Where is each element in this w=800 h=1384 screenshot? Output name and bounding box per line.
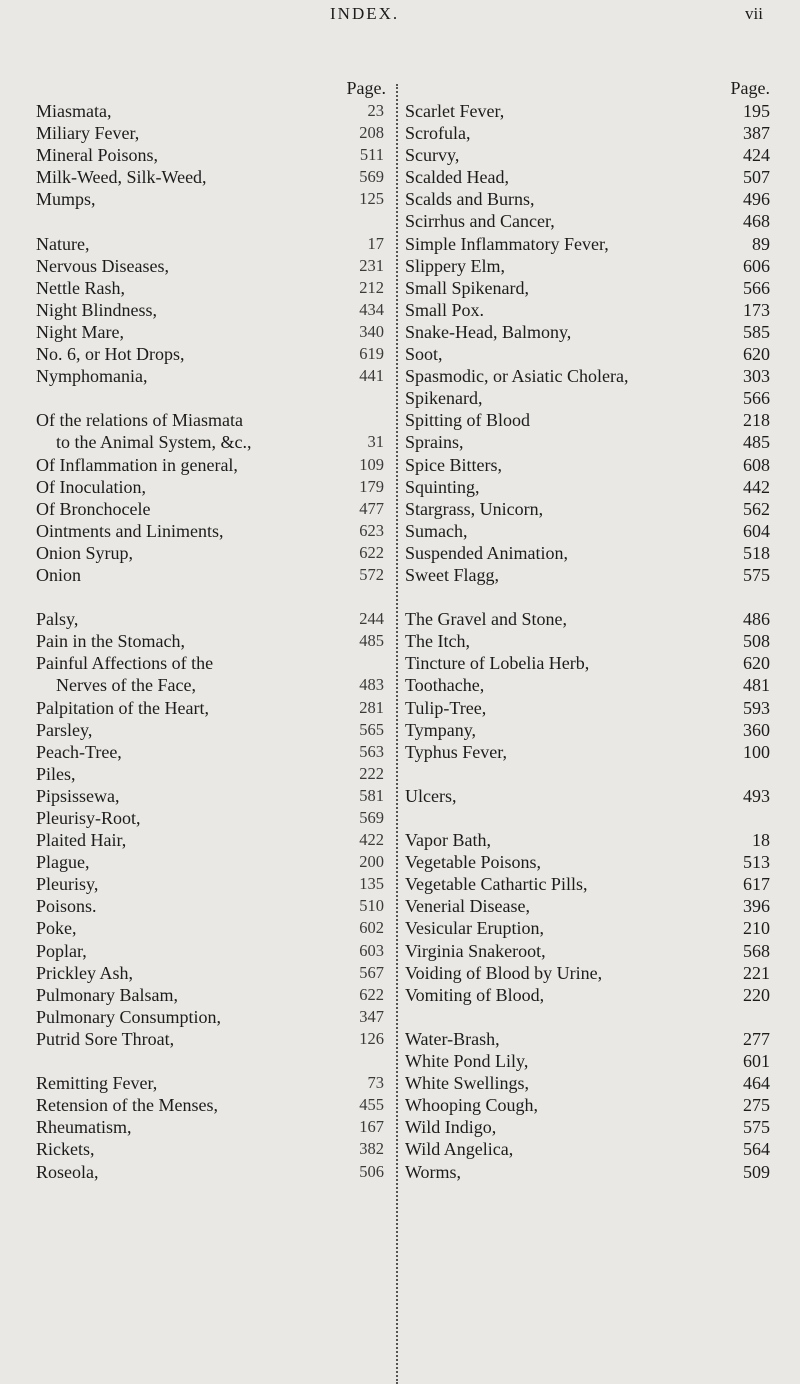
index-entry [36, 343, 396, 365]
entry-title: Sumach, [405, 520, 468, 541]
entry-page: 468 [743, 211, 770, 232]
entry-page: 485 [359, 631, 384, 651]
index-entry [405, 1094, 770, 1116]
entry-page: 507 [743, 167, 770, 188]
index-entry [405, 608, 770, 630]
index-entry [36, 365, 396, 387]
index-entry [36, 940, 396, 962]
entry-page: 18 [752, 830, 770, 851]
entry-title: Tincture of Lobelia Herb, [405, 653, 590, 674]
page-header [0, 4, 800, 26]
entry-title: Onion [36, 564, 81, 585]
index-entry [36, 409, 396, 431]
entry-title: No. 6, or Hot Drops, [36, 344, 185, 365]
index-entry [36, 608, 396, 630]
entry-title: Spitting of Blood [405, 410, 531, 431]
index-entry [405, 454, 770, 476]
entry-title: Pain in the Stomach, [36, 631, 185, 652]
index-entry [36, 1006, 396, 1028]
entry-title: Rheumatism, [36, 1117, 132, 1138]
entry-title: Voiding of Blood by Urine, [405, 962, 603, 983]
entry-title: Spasmodic, or Asiatic Cholera, [405, 366, 629, 387]
index-entry [405, 807, 770, 829]
left-page-label: Page. [346, 78, 386, 98]
index-entry [36, 233, 396, 255]
index-entry [36, 188, 396, 210]
index-entry [405, 674, 770, 696]
entry-page: 496 [743, 189, 770, 210]
entry-page: 481 [743, 675, 770, 696]
entry-page: 441 [359, 366, 384, 386]
index-entry [405, 255, 770, 277]
entry-title: Spice Bitters, [405, 454, 502, 475]
index-entry [405, 741, 770, 763]
entry-page: 569 [359, 808, 384, 827]
index-entry [36, 763, 396, 785]
entry-title: Poisons. [36, 896, 97, 917]
entry-title: Prickley Ash, [36, 962, 133, 983]
index-entry [36, 719, 396, 741]
index-entry [405, 520, 770, 542]
entry-title: Scalded Head, [405, 167, 509, 188]
index-entry [405, 365, 770, 387]
entry-page: 424 [743, 145, 770, 166]
entry-title: Piles, [36, 763, 76, 784]
index-entry [36, 166, 396, 188]
entry-title: Palpitation of the Heart, [36, 697, 209, 718]
entry-page: 340 [359, 321, 384, 341]
entry-page: 73 [367, 1073, 384, 1093]
entry-page: 581 [359, 785, 384, 805]
index-entry [36, 564, 396, 586]
index-entry [405, 652, 770, 674]
entry-page: 620 [743, 344, 770, 365]
right-entry-list [405, 100, 770, 1183]
entry-page: 604 [743, 520, 770, 541]
entry-page: 567 [359, 962, 384, 982]
entry-title: Plaited Hair, [36, 830, 127, 851]
index-entry [36, 674, 396, 696]
entry-page: 382 [359, 1139, 384, 1159]
index-entry [405, 873, 770, 895]
entry-title: Wild Angelica, [405, 1139, 514, 1160]
entry-page: 244 [359, 609, 384, 629]
entry-page: 585 [743, 321, 770, 342]
index-entry [36, 895, 396, 917]
entry-title: Ointments and Liniments, [36, 520, 224, 541]
entry-title: Squinting, [405, 476, 480, 497]
entry-page: 387 [743, 123, 770, 144]
index-entry [36, 476, 396, 498]
entry-page: 622 [359, 542, 384, 562]
index-entry [405, 277, 770, 299]
index-entry [405, 586, 770, 608]
entry-title: Scarlet Fever, [405, 101, 505, 121]
index-entry [36, 630, 396, 652]
entry-title: Vegetable Poisons, [405, 852, 541, 873]
entry-title: Toothache, [405, 675, 485, 696]
entry-page: 619 [359, 344, 384, 364]
entry-title: Peach-Tree, [36, 741, 122, 762]
entry-title: Virginia Snakeroot, [405, 940, 546, 961]
entry-page: 464 [743, 1073, 770, 1094]
entry-title: Pulmonary Balsam, [36, 984, 178, 1005]
entry-title: Slippery Elm, [405, 255, 505, 276]
index-entry [405, 719, 770, 741]
entry-title: Poplar, [36, 940, 87, 961]
entry-page: 477 [359, 498, 384, 518]
entry-title: Simple Inflammatory Fever, [405, 233, 609, 254]
entry-page: 572 [359, 564, 384, 584]
index-entry [36, 542, 396, 564]
entry-page: 513 [743, 852, 770, 873]
index-entry [36, 652, 396, 674]
entry-page: 565 [359, 719, 384, 739]
entry-title: Nature, [36, 233, 90, 254]
entry-page: 511 [359, 145, 384, 165]
index-entry [405, 166, 770, 188]
entry-title: Scrofula, [405, 123, 471, 144]
index-entry [36, 100, 396, 122]
entry-page: 360 [743, 719, 770, 740]
index-entry [405, 210, 770, 232]
index-entry [405, 630, 770, 652]
index-entry [36, 1116, 396, 1138]
entry-page: 179 [359, 476, 384, 496]
index-entry [405, 431, 770, 453]
entry-page: 195 [743, 101, 770, 121]
entry-page: 509 [743, 1161, 770, 1182]
entry-page: 303 [743, 366, 770, 387]
entry-title: Sweet Flagg, [405, 564, 499, 585]
entry-page: 89 [752, 233, 770, 254]
index-entry [405, 851, 770, 873]
index-entry [405, 564, 770, 586]
entry-title: Miliary Fever, [36, 123, 140, 144]
entry-title: Water-Brash, [405, 1028, 500, 1049]
entry-page: 564 [743, 1139, 770, 1160]
entry-title: Night Mare, [36, 321, 124, 342]
index-entry [36, 917, 396, 939]
page-title: INDEX. [330, 4, 400, 23]
index-entry [36, 873, 396, 895]
left-column [36, 80, 396, 1183]
index-entry [405, 1138, 770, 1160]
entry-title: Roseola, [36, 1161, 99, 1182]
index-entry [36, 122, 396, 144]
index-entry [36, 299, 396, 321]
entry-title: Miasmata, [36, 101, 112, 121]
index-entry [405, 299, 770, 321]
entry-title: The Itch, [405, 631, 470, 652]
entry-page: 231 [359, 255, 384, 275]
index-entry [405, 1050, 770, 1072]
entry-page: 347 [359, 1006, 384, 1026]
entry-title: Snake-Head, Balmony, [405, 321, 572, 342]
index-entry [36, 520, 396, 542]
entry-title: Pipsissewa, [36, 785, 120, 806]
entry-page: 575 [743, 1117, 770, 1138]
index-entry [405, 122, 770, 144]
index-entry [36, 454, 396, 476]
index-entry [36, 1138, 396, 1160]
index-entry [36, 1028, 396, 1050]
entry-title: Nervous Diseases, [36, 255, 169, 276]
entry-page: 510 [359, 896, 384, 916]
entry-title: Pleurisy-Root, [36, 808, 141, 828]
entry-title: Sprains, [405, 432, 464, 453]
right-column [405, 80, 770, 1183]
entry-page: 569 [359, 167, 384, 187]
entry-title: to the Animal System, &c., [56, 432, 252, 453]
entry-title: Pulmonary Consumption, [36, 1006, 222, 1027]
entry-title: White Pond Lily, [405, 1051, 529, 1072]
entry-title: Pleurisy, [36, 874, 99, 895]
entry-page: 593 [743, 697, 770, 718]
index-entry [405, 917, 770, 939]
index-entry [36, 144, 396, 166]
entry-page: 126 [359, 1028, 384, 1048]
entry-title: Whooping Cough, [405, 1095, 538, 1116]
left-entry-list [36, 100, 396, 1183]
entry-title: Of Bronchocele [36, 498, 151, 519]
index-entry [36, 851, 396, 873]
entry-page: 566 [743, 388, 770, 409]
entry-page: 173 [743, 299, 770, 320]
entry-page: 208 [359, 123, 384, 143]
entry-page: 617 [743, 874, 770, 895]
entry-page: 483 [359, 675, 384, 695]
entry-page: 218 [743, 410, 770, 431]
entry-title: Of Inflammation in general, [36, 454, 238, 475]
index-entry [36, 741, 396, 763]
entry-page: 222 [359, 763, 384, 783]
entry-page: 17 [367, 233, 384, 253]
entry-page: 566 [743, 277, 770, 298]
entry-title: Mumps, [36, 189, 96, 210]
entry-title: Rickets, [36, 1139, 95, 1160]
entry-page: 506 [359, 1161, 384, 1181]
entry-title: Remitting Fever, [36, 1073, 158, 1094]
entry-title: Poke, [36, 918, 77, 939]
entry-title: Scalds and Burns, [405, 189, 535, 210]
entry-page: 620 [743, 653, 770, 674]
entry-title: Scurvy, [405, 145, 460, 166]
index-entry [36, 431, 396, 453]
entry-page: 575 [743, 564, 770, 585]
index-entry [36, 785, 396, 807]
index-entry [36, 586, 396, 608]
entry-page: 422 [359, 830, 384, 850]
index-entry [405, 387, 770, 409]
entry-page: 602 [359, 918, 384, 938]
index-entry [405, 498, 770, 520]
entry-title: Small Pox. [405, 299, 485, 320]
index-entry [36, 1072, 396, 1094]
entry-page: 493 [743, 785, 770, 806]
index-entry [405, 1072, 770, 1094]
index-entry [36, 807, 396, 829]
index-entry [405, 188, 770, 210]
index-entry [36, 255, 396, 277]
entry-title: Spikenard, [405, 388, 483, 409]
entry-page: 563 [359, 741, 384, 761]
index-entry [36, 1050, 396, 1072]
entry-title: Worms, [405, 1161, 462, 1182]
entry-page: 568 [743, 940, 770, 961]
entry-page: 562 [743, 498, 770, 519]
index-entry [405, 829, 770, 851]
entry-page: 608 [743, 454, 770, 475]
entry-page: 486 [743, 609, 770, 630]
entry-title: Vapor Bath, [405, 830, 491, 851]
entry-page: 606 [743, 255, 770, 276]
index-entry [405, 1006, 770, 1028]
entry-page: 442 [743, 476, 770, 497]
entry-page: 277 [743, 1028, 770, 1049]
index-entry [405, 409, 770, 431]
right-page-label: Page. [730, 78, 770, 98]
entry-title: Venerial Disease, [405, 896, 530, 917]
entry-page: 135 [359, 874, 384, 894]
entry-title: Milk-Weed, Silk-Weed, [36, 167, 207, 188]
index-entry [36, 321, 396, 343]
entry-page: 518 [743, 542, 770, 563]
index-entry [405, 895, 770, 917]
entry-title: Tulip-Tree, [405, 697, 487, 718]
entry-title: Nettle Rash, [36, 277, 125, 298]
entry-title: Tympany, [405, 719, 477, 740]
column-divider [396, 84, 404, 1384]
entry-page: 31 [367, 432, 384, 452]
index-entry [36, 984, 396, 1006]
entry-page: 275 [743, 1095, 770, 1116]
entry-title: Stargrass, Unicorn, [405, 498, 544, 519]
entry-page: 601 [743, 1051, 770, 1072]
index-entry [36, 697, 396, 719]
entry-title: Ulcers, [405, 785, 457, 806]
entry-page: 200 [359, 852, 384, 872]
entry-page: 167 [359, 1117, 384, 1137]
entry-page: 622 [359, 984, 384, 1004]
index-entry [405, 476, 770, 498]
entry-title: Vesicular Eruption, [405, 918, 544, 939]
entry-title: Nerves of the Face, [56, 675, 196, 696]
index-entry [405, 233, 770, 255]
entry-title: Onion Syrup, [36, 542, 134, 563]
entry-page: 485 [743, 432, 770, 453]
entry-title: Nymphomania, [36, 366, 148, 387]
entry-title: Soot, [405, 344, 443, 365]
entry-page: 23 [367, 101, 384, 120]
entry-page: 434 [359, 299, 384, 319]
entry-page: 125 [359, 189, 384, 209]
index-entry [405, 940, 770, 962]
entry-title: The Gravel and Stone, [405, 609, 567, 630]
index-entry [36, 1161, 396, 1183]
index-entry [405, 100, 770, 122]
index-entry [405, 1116, 770, 1138]
entry-title: Night Blindness, [36, 299, 158, 320]
index-entry [405, 984, 770, 1006]
index-entry [36, 962, 396, 984]
entry-page: 623 [359, 520, 384, 540]
entry-title: Putrid Sore Throat, [36, 1028, 175, 1049]
entry-page: 281 [359, 697, 384, 717]
entry-page: 508 [743, 631, 770, 652]
entry-page: 455 [359, 1095, 384, 1115]
entry-page: 220 [743, 984, 770, 1005]
entry-title: Wild Indigo, [405, 1117, 497, 1138]
entry-title: Small Spikenard, [405, 277, 529, 298]
entry-title: Scirrhus and Cancer, [405, 211, 555, 232]
index-entry [405, 542, 770, 564]
entry-page: 100 [743, 741, 770, 762]
index-entry [36, 498, 396, 520]
index-entry [36, 210, 396, 232]
index-entry [36, 277, 396, 299]
entry-title: Vegetable Cathartic Pills, [405, 874, 588, 895]
page-number: vii [745, 4, 763, 23]
entry-title: Typhus Fever, [405, 741, 508, 762]
entry-page: 603 [359, 940, 384, 960]
entry-page: 396 [743, 896, 770, 917]
entry-title: Of the relations of Miasmata [36, 410, 243, 431]
entry-title: Suspended Animation, [405, 542, 568, 563]
entry-title: White Swellings, [405, 1073, 529, 1094]
entry-title: Of Inoculation, [36, 476, 146, 497]
index-entry [405, 321, 770, 343]
entry-title: Vomiting of Blood, [405, 984, 545, 1005]
index-entry [405, 343, 770, 365]
index-entry [36, 829, 396, 851]
entry-page: 212 [359, 277, 384, 297]
index-entry [405, 1161, 770, 1183]
entry-title: Plague, [36, 852, 90, 873]
entry-title: Mineral Poisons, [36, 145, 159, 166]
index-entry [36, 1094, 396, 1116]
entry-title: Painful Affections of the [36, 653, 214, 674]
entry-page: 221 [743, 962, 770, 983]
index-entry [405, 697, 770, 719]
index-entry [36, 387, 396, 409]
index-entry [405, 144, 770, 166]
entry-title: Parsley, [36, 719, 93, 740]
entry-title: Retension of the Menses, [36, 1095, 218, 1116]
entry-page: 210 [743, 918, 770, 939]
entry-title: Palsy, [36, 609, 79, 630]
index-entry [405, 962, 770, 984]
entry-page: 109 [359, 454, 384, 474]
index-entry [405, 1028, 770, 1050]
index-entry [405, 785, 770, 807]
index-entry [405, 763, 770, 785]
